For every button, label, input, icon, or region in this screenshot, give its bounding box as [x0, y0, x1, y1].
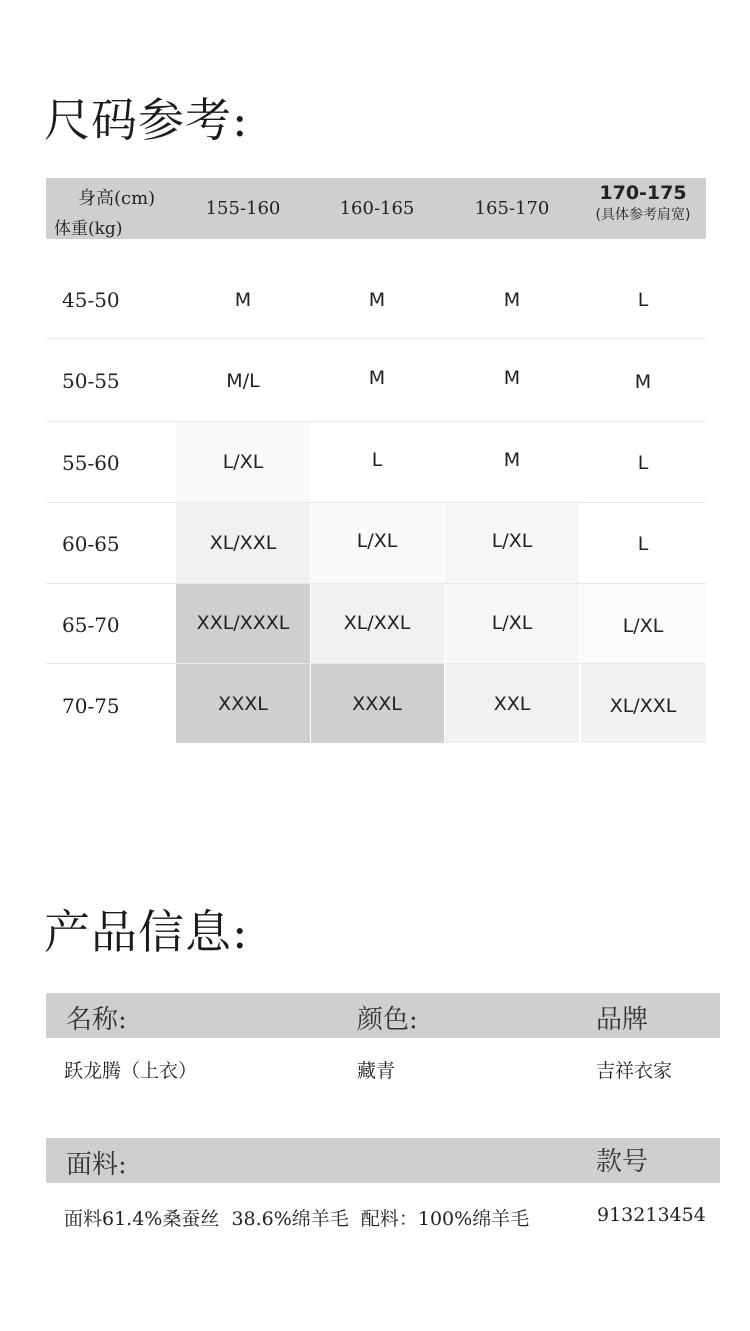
size-cell: M [503, 289, 521, 311]
weight-label: 体重(kg) [54, 219, 123, 239]
size-cell: XL/XXL [343, 611, 411, 634]
size-cell: M [368, 289, 386, 311]
size-cell: L/XL [491, 530, 533, 552]
product-color: 藏青 [357, 1060, 396, 1082]
size-cell: M [634, 371, 652, 393]
style-number-label: 款号 [596, 1147, 649, 1177]
size-cell: L/XL [356, 530, 398, 552]
product-brand: 吉祥衣家 [596, 1060, 673, 1082]
size-cell: XXXL [352, 692, 402, 715]
fabric-label: 面料: [66, 1150, 127, 1180]
style-number: 913213454 [597, 1204, 706, 1226]
height-col-4-range: 170-175 [599, 182, 687, 204]
height-label: 身高(cm) [78, 188, 156, 209]
size-cell: XL/XXL [609, 694, 677, 717]
size-cell: L [371, 449, 383, 471]
size-cell: L [637, 289, 649, 311]
size-cell: XXL/XXXL [196, 611, 290, 634]
header-corner [46, 182, 176, 238]
size-reference-title: 尺码参考: [44, 93, 249, 147]
weight-row-label: 45-50 [62, 288, 120, 312]
size-cell: L/XL [222, 451, 264, 473]
height-col-2: 160-165 [339, 198, 415, 219]
size-cell: XXXL [218, 692, 268, 715]
height-col-4-note: (具体参考肩宽) [595, 207, 691, 223]
weight-row-label: 70-75 [62, 693, 120, 718]
size-cell: M [234, 289, 252, 311]
size-cell: L/XL [491, 611, 533, 634]
size-cell: L [637, 533, 649, 555]
weight-row-label: 65-70 [62, 612, 120, 637]
size-cell: M [503, 449, 521, 471]
product-info-title: 产品信息: [44, 905, 249, 959]
weight-row-label: 60-65 [62, 532, 120, 556]
height-col-4 [580, 182, 706, 238]
name-label: 名称: [66, 1005, 127, 1035]
weight-row-label: 55-60 [62, 451, 120, 475]
size-table [46, 178, 706, 744]
size-cell: M/L [226, 370, 260, 392]
fabric-composition: 面料61.4%桑蚕丝 38.6%绵羊毛 配料：100%绵羊毛 [64, 1208, 530, 1230]
size-cell: XXL [493, 692, 531, 715]
size-cell: M [503, 367, 521, 389]
brand-label: 品牌 [596, 1005, 649, 1035]
color-label: 颜色: [357, 1005, 418, 1035]
weight-row-label: 50-55 [62, 369, 120, 393]
product-name: 跃龙腾（上衣） [64, 1060, 198, 1082]
size-cell: XL/XXL [209, 532, 277, 554]
height-col-3: 165-170 [474, 198, 550, 219]
size-cell: L [637, 452, 649, 474]
size-cell: M [368, 367, 386, 389]
height-col-1: 155-160 [205, 198, 281, 219]
size-cell: L/XL [622, 614, 664, 637]
